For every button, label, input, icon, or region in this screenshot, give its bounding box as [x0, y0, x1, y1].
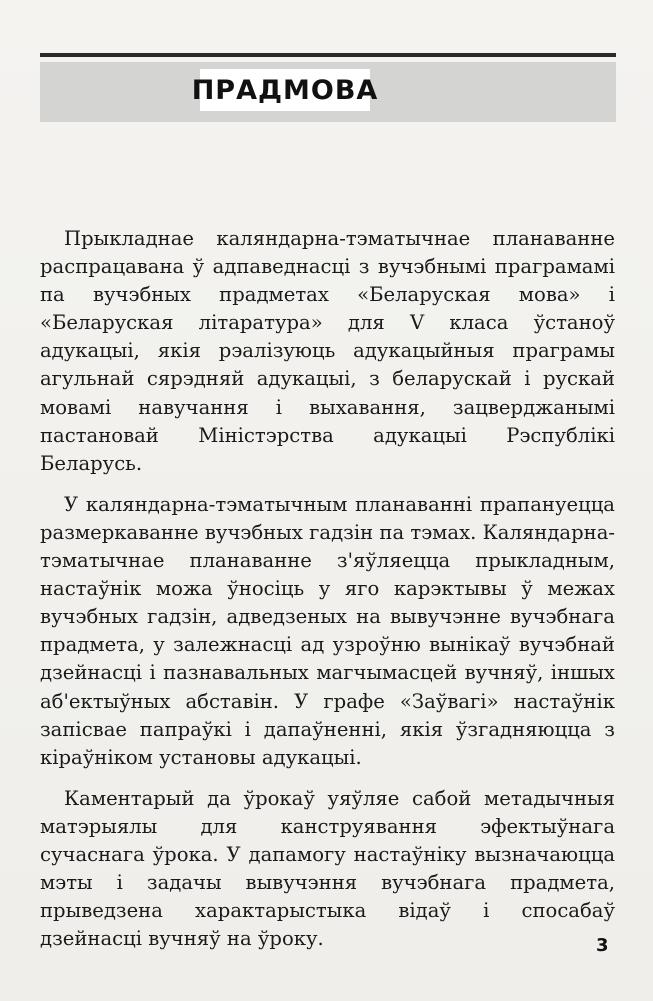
page-number: 3	[596, 935, 609, 956]
paragraph-1: Прыкладнае каляндарна-тэматычнае планаванне распрацавана ў адпаведнасці з вучэбнымі праграмамі па вучэбных прадметах «Беларуская мова» і «Беларуская літаратура» для V класа ўстаноў адукацыі, якія рэалізуюць адукацыйныя праграмы агульнай сярэдняй адукацыі, з беларускай і рускай мовамі навучання і выхавання, зацверджанымі пастановай Міністэрства адукацыі Рэспублікі Беларусь.	[40, 227, 615, 475]
page-title: ПРАДМОВА	[200, 69, 370, 111]
body-text	[40, 225, 615, 966]
paragraph-2: У каляндарна-тэматычным планаванні прапануецца размеркаванне вучэбных гадзін па тэмах. Каляндарна-тэматычнае планаванне з'яўляецца прыкладным, настаўнік можа ўносіць у яго карэктывы ў межах вучэбных гадзін, адведзеных на вывучэнне вучэбнага прадмета, у залежнасці ад узроўню вынікаў вучэбнай дзейнасці і пазнавальных магчымасцей вучняў, іншых аб'ектыўных абставін. У графе «Заўвагі» настаўнік запісвае папраўкі і дапаўненні, якія ўзгадняюцца з кіраўніком установы адукацыі.	[40, 492, 615, 769]
header-top-rule	[40, 53, 616, 57]
paragraph-3: Каментарый да ўрокаў уяўляе сабой метадычныя матэрыялы для канструявання эфектыўнага сучаснага ўрока. У дапамогу настаўніку вызначаюцца мэты і задачы вывучэння вучэбнага прадмета, прыведзена характарыстыка відаў і спосабаў дзейнасці вучняў на ўроку.	[40, 786, 615, 951]
